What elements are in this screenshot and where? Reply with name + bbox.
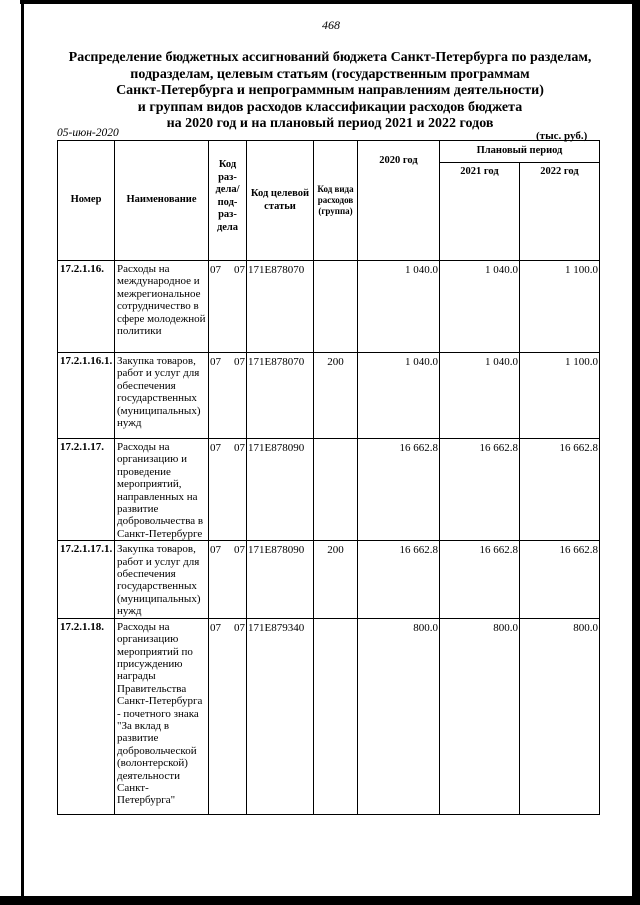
header-name: Наименование (115, 141, 209, 261)
row-name: Расходы на международное и межрегиональное сотрудничество в сфере молодежной политики (115, 261, 209, 353)
row-value-2021: 16 662.8 (440, 541, 520, 618)
row-section-code (209, 261, 247, 353)
row-value-2022: 16 662.8 (520, 541, 600, 618)
document-date: 05-июн-2020 (57, 127, 119, 139)
row-expense-group: 200 (314, 541, 358, 618)
row-value-2020: 16 662.8 (358, 541, 440, 618)
row-value-2021: 1 040.0 (440, 261, 520, 353)
budget-table (57, 140, 600, 815)
header-number: Номер (58, 141, 115, 261)
row-number: 17.2.1.17.1. (58, 541, 115, 618)
table-row (58, 541, 600, 618)
subsection-code: 07 (234, 264, 245, 276)
header-2020: 2020 год (358, 141, 440, 261)
row-target-code: 171Е878090 (247, 439, 314, 541)
row-value-2022: 16 662.8 (520, 439, 600, 541)
row-value-2021: 800.0 (440, 618, 520, 814)
row-number: 17.2.1.17. (58, 439, 115, 541)
subsection-code: 07 (234, 544, 245, 557)
scan-border-bottom (0, 896, 640, 905)
row-expense-group (314, 261, 358, 353)
header-expense-group: Код вида расходов (группа) (314, 141, 358, 261)
section-code: 07 (210, 442, 221, 454)
subsection-code: 07 (234, 621, 245, 634)
row-target-code: 171Е878070 (247, 261, 314, 353)
table-row (58, 618, 600, 814)
subsection-code: 07 (234, 442, 245, 454)
section-code: 07 (210, 264, 221, 276)
row-name: Закупка товаров, работ и услуг для обеспечения государственных (муниципальных) нужд (115, 353, 209, 439)
row-number: 17.2.1.16.1. (58, 353, 115, 439)
row-number: 17.2.1.18. (58, 618, 115, 814)
row-value-2021: 1 040.0 (440, 353, 520, 439)
table-row (58, 353, 600, 439)
row-target-code: 171Е879340 (247, 618, 314, 814)
row-value-2021: 16 662.8 (440, 439, 520, 541)
scan-border-left (21, 0, 24, 905)
section-code: 07 (210, 544, 221, 557)
scan-border-right (632, 0, 640, 905)
row-name: Закупка товаров, работ и услуг для обеспечения государственных (муниципальных) нужд (115, 541, 209, 618)
section-code: 07 (210, 356, 221, 368)
row-name: Расходы на организацию мероприятий по присуждению награды Правительства Санкт-Петербурга - почетного знака "За вклад в развитие добровольческой (волонтерской) деятельности Санкт-Петербурга" (115, 618, 209, 814)
header-target-code: Код целевой статьи (247, 141, 314, 261)
title-line: Санкт-Петербурга и непрограммным направлениям деятельности) (116, 83, 544, 98)
header-section-code: Код раз- дела/ под- раз- дела (209, 141, 247, 261)
subsection-code: 07 (234, 356, 245, 368)
section-code: 07 (210, 621, 221, 634)
header-2022: 2022 год (520, 163, 600, 261)
table-row (58, 439, 600, 541)
row-value-2022: 1 100.0 (520, 261, 600, 353)
row-section-code (209, 353, 247, 439)
row-target-code: 171Е878090 (247, 541, 314, 618)
title-line: на 2020 год и на плановый период 2021 и 2022 годов (166, 116, 494, 131)
row-value-2020: 1 040.0 (358, 261, 440, 353)
title-line: Распределение бюджетных ассигнований бюджета Санкт-Петербурга по разделам, (68, 50, 592, 65)
page-number: 468 (322, 18, 340, 32)
row-expense-group (314, 618, 358, 814)
row-value-2020: 16 662.8 (358, 439, 440, 541)
document-title (50, 50, 610, 133)
units-label: (тыс. руб.) (536, 130, 588, 142)
row-value-2020: 800.0 (358, 618, 440, 814)
row-expense-group: 200 (314, 353, 358, 439)
row-value-2022: 800.0 (520, 618, 600, 814)
row-section-code (209, 541, 247, 618)
table-row (58, 261, 600, 353)
header-2021: 2021 год (440, 163, 520, 261)
row-number: 17.2.1.16. (58, 261, 115, 353)
header-planned-period: Плановый период (440, 141, 600, 163)
row-section-code (209, 618, 247, 814)
row-value-2020: 1 040.0 (358, 353, 440, 439)
row-target-code: 171Е878070 (247, 353, 314, 439)
row-expense-group (314, 439, 358, 541)
scan-border-top (20, 0, 640, 4)
row-name: Расходы на организацию и проведение мероприятий, направленных на развитие добровольчества в Санкт-Петербурге (115, 439, 209, 541)
row-value-2022: 1 100.0 (520, 353, 600, 439)
title-line: и группам видов расходов классификации расходов бюджета (137, 99, 523, 115)
title-line: подразделам, целевым статьям (государственным программам (130, 66, 530, 82)
row-section-code (209, 439, 247, 541)
